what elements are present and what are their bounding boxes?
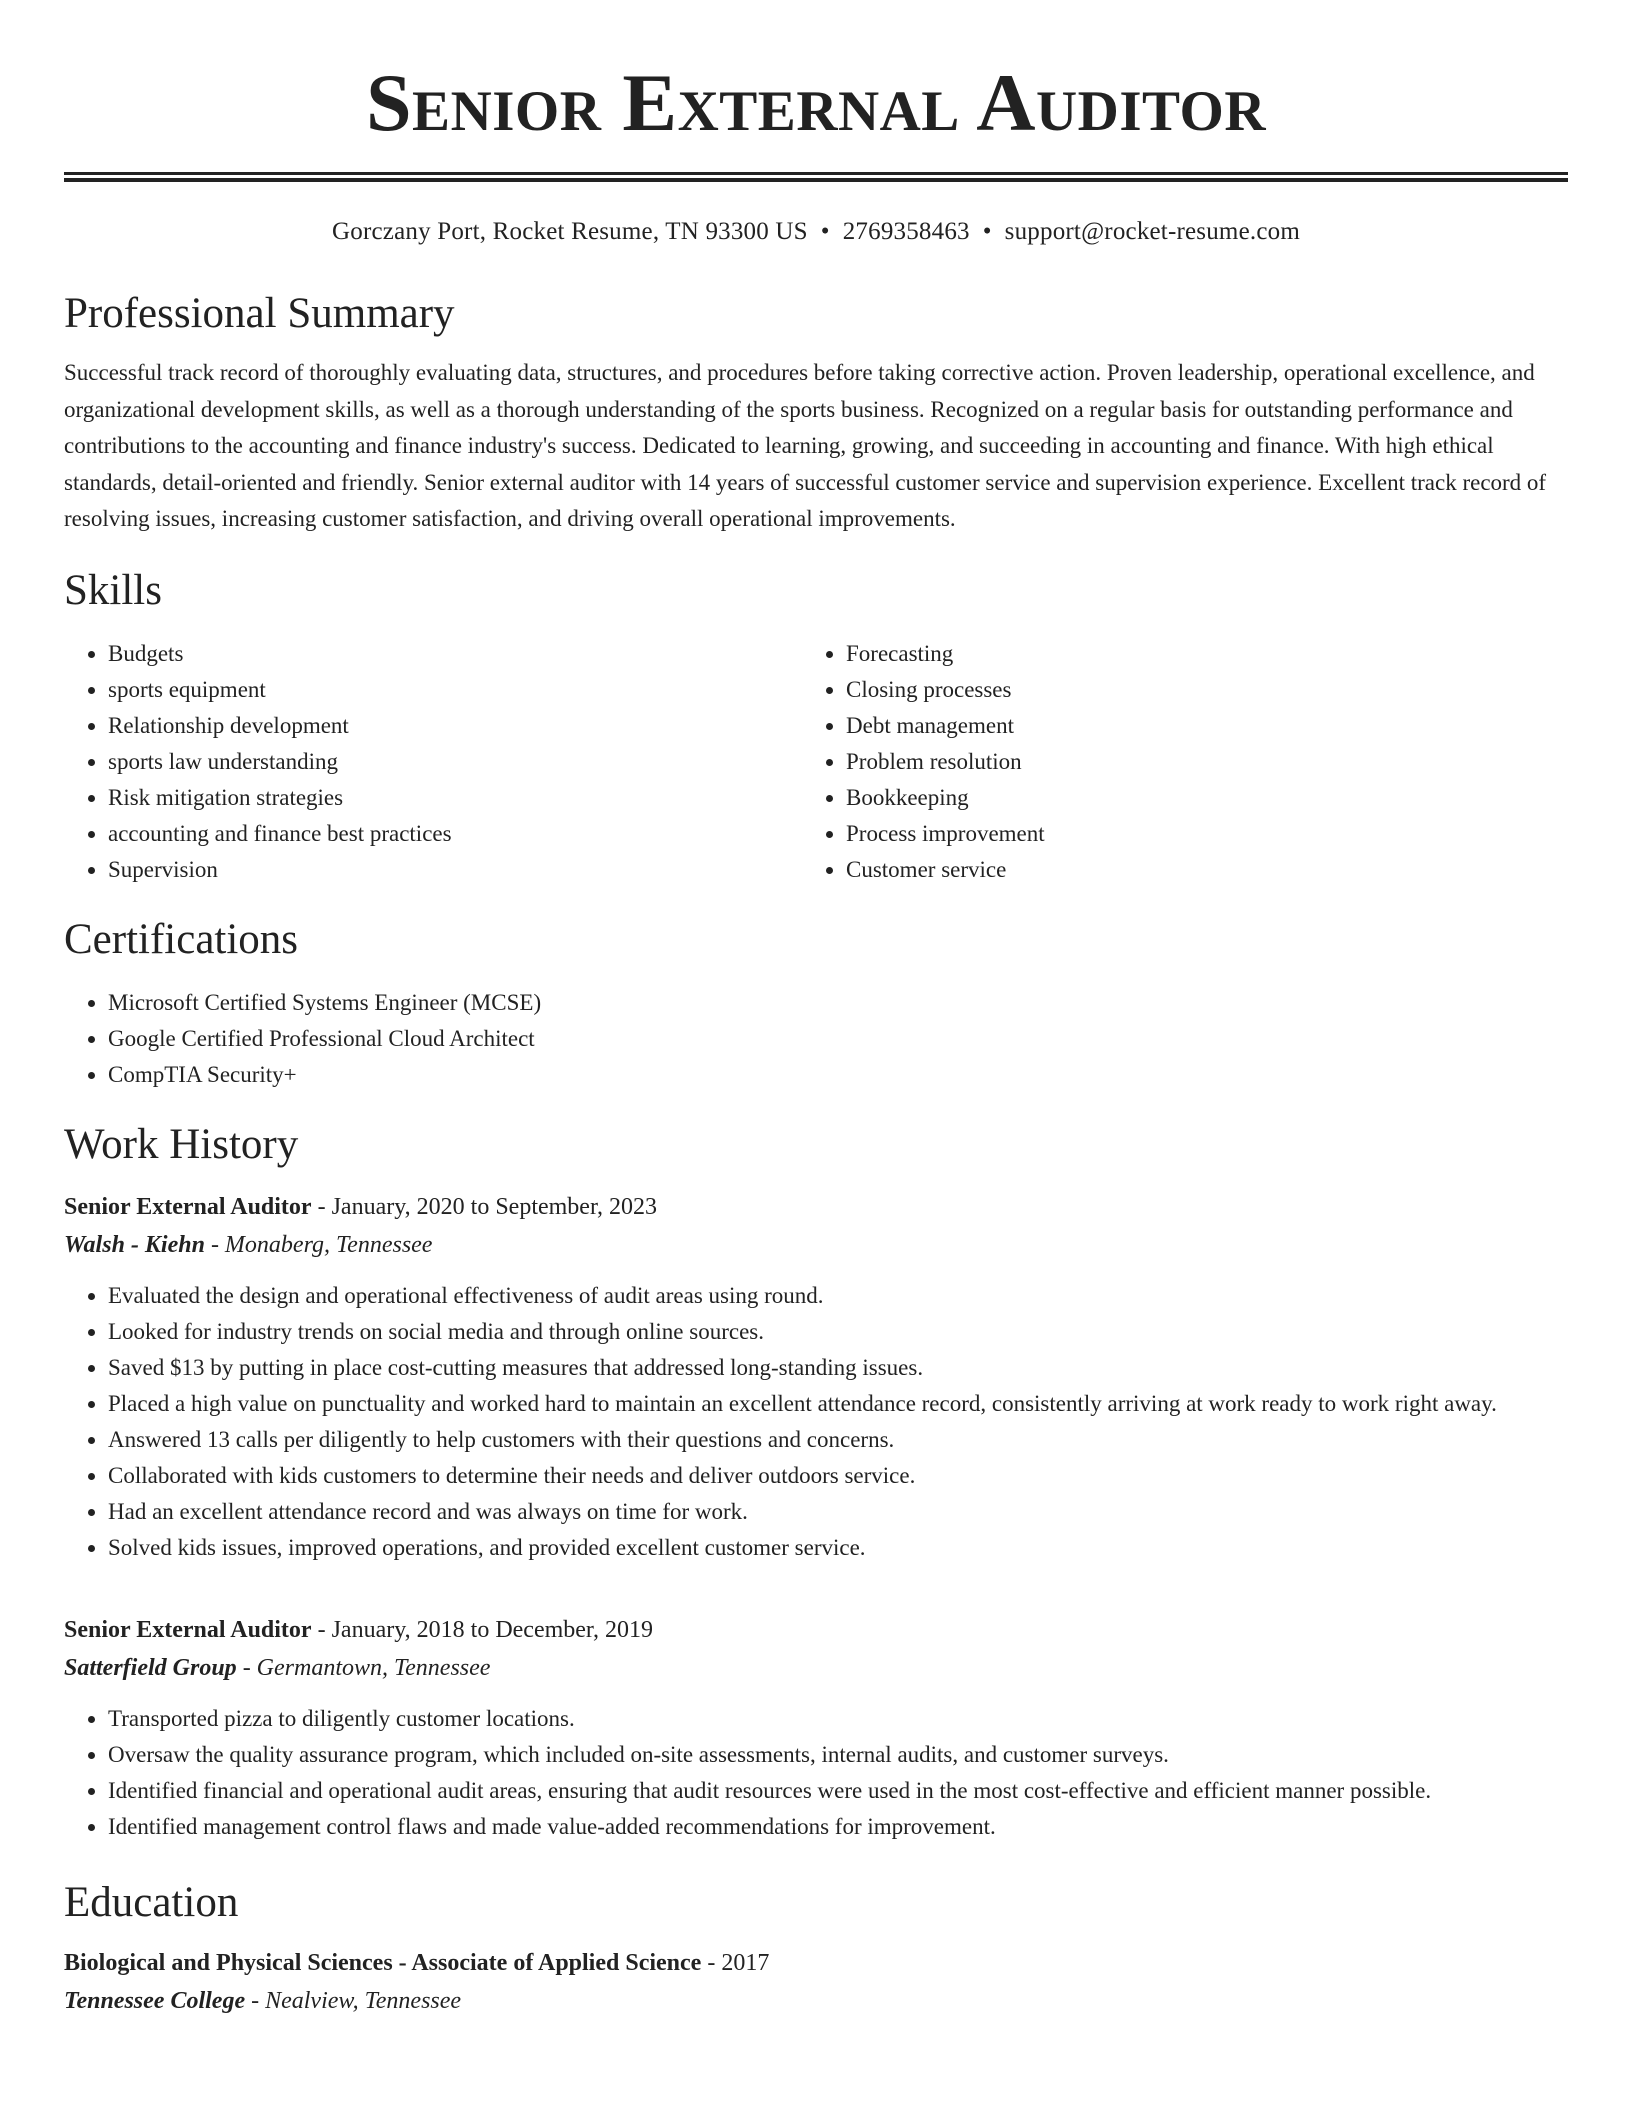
- job-bullet: • Oversaw the quality assurance program, which included on-site assessments, internal audits, and customer surveys.: [108, 1737, 1568, 1773]
- skill-item: • Debt management: [846, 708, 1588, 744]
- job-dates: - January, 2018 to December, 2019: [311, 1616, 653, 1643]
- skill-item: • Customer service: [846, 852, 1588, 888]
- job-bullet: • Identified financial and operational audit areas, ensuring that audit resources were used in the most cost-effective and efficient manner possible.: [108, 1773, 1568, 1809]
- job-bullet: • Looked for industry trends on social media and through online sources.: [108, 1314, 1568, 1350]
- contact-phone: 2769358463: [842, 218, 970, 245]
- certification-item: • Google Certified Professional Cloud Architect: [108, 1021, 1568, 1057]
- work-history-heading: Work History: [64, 1120, 299, 1168]
- header-divider: [64, 172, 1568, 182]
- job-bullet: • Transported pizza to diligently customer locations.: [108, 1701, 1568, 1737]
- job-company: Satterfield Group: [64, 1654, 237, 1681]
- skills-heading: Skills: [64, 566, 162, 614]
- skills-list-left: [64, 636, 806, 888]
- skill-item: • sports law understanding: [108, 744, 806, 780]
- skill-item: • Bookkeeping: [846, 780, 1588, 816]
- skill-item: • sports equipment: [108, 672, 806, 708]
- education-year: - 2017: [701, 1949, 770, 1976]
- skill-item: • Forecasting: [846, 636, 1588, 672]
- education-school-line: [64, 1982, 1568, 2020]
- education-degree: Biological and Physical Sciences - Associate of Applied Science: [64, 1949, 702, 1976]
- job-bullet: • Collaborated with kids customers to determine their needs and deliver outdoors service.: [108, 1458, 1568, 1494]
- job-bullet: • Saved $13 by putting in place cost-cutting measures that addressed long-standing issues.: [108, 1350, 1568, 1386]
- skill-item: • Relationship development: [108, 708, 806, 744]
- certification-item: • CompTIA Security+: [108, 1057, 1568, 1093]
- skill-item: • accounting and finance best practices: [108, 816, 806, 852]
- education-entry: [64, 1944, 1568, 2020]
- skill-item: • Problem resolution: [846, 744, 1588, 780]
- job-bullets: [64, 1278, 1568, 1566]
- job-company-line: [64, 1226, 1568, 1264]
- education-school: Tennessee College: [64, 1987, 246, 2014]
- certifications-list: [64, 985, 1568, 1093]
- skill-item: • Process improvement: [846, 816, 1588, 852]
- job-title: Senior External Auditor: [64, 1616, 312, 1643]
- education-heading: Education: [64, 1878, 239, 1926]
- job-location: - Germantown, Tennessee: [236, 1654, 491, 1681]
- skill-item: • Supervision: [108, 852, 806, 888]
- certification-item: • Microsoft Certified Systems Engineer (MCSE): [108, 985, 1568, 1021]
- job-title-line: [64, 1188, 1568, 1226]
- skills-list-right: [802, 636, 1588, 888]
- job-title: Senior External Auditor: [64, 1193, 312, 1220]
- summary-text: Successful track record of thoroughly evaluating data, structures, and procedures before taking corrective action. Proven leadership, operational excellence, and organizational development skills, as well as a thorough understanding of the sports business. Recognized on a regular basis for outstanding performance and contributions to the accounting and finance industry's success. Dedicated to learning, growing, and succeeding in accounting and finance. With high ethical standards, detail-oriented and friendly. Senior external auditor with 14 years of successful customer service and supervision experience. Excellent track record of resolving issues, increasing customer satisfaction, and driving overall operational improvements.: [64, 360, 1547, 532]
- skill-item: • Budgets: [108, 636, 806, 672]
- job-title-line: [64, 1611, 1568, 1649]
- job-entry: [64, 1188, 1568, 1566]
- contact-separator: •: [982, 218, 992, 245]
- contact-line: [64, 215, 1568, 249]
- job-bullet: • Evaluated the design and operational effectiveness of audit areas using round.: [108, 1278, 1568, 1314]
- contact-email: support@rocket-resume.com: [1004, 218, 1300, 245]
- skills-columns: [64, 636, 1568, 888]
- contact-address: Gorczany Port, Rocket Resume, TN 93300 US: [332, 218, 808, 245]
- education-location: - Nealview, Tennessee: [245, 1987, 462, 2014]
- certifications-heading: Certifications: [64, 915, 299, 963]
- skill-item: • Closing processes: [846, 672, 1588, 708]
- job-dates: - January, 2020 to September, 2023: [311, 1193, 657, 1220]
- job-location: - Monaberg, Tennessee: [204, 1231, 433, 1258]
- resume-page: [64, 0, 1568, 2020]
- skill-item: • Risk mitigation strategies: [108, 780, 806, 816]
- job-bullet: • Solved kids issues, improved operations, and provided excellent customer service.: [108, 1530, 1568, 1566]
- job-company: Walsh - Kiehn: [64, 1231, 205, 1258]
- job-bullet: • Had an excellent attendance record and was always on time for work.: [108, 1494, 1568, 1530]
- job-bullet: • Identified management control flaws and made value-added recommendations for improvement.: [108, 1809, 1568, 1845]
- job-entry: [64, 1611, 1568, 1845]
- job-company-line: [64, 1649, 1568, 1687]
- summary-heading: Professional Summary: [64, 290, 455, 337]
- education-degree-line: [64, 1944, 1568, 1982]
- job-bullets: [64, 1701, 1568, 1845]
- contact-separator: •: [820, 218, 830, 245]
- job-bullet: • Placed a high value on punctuality and worked hard to maintain an excellent attendance record, consistently arriving at work ready to work right away.: [108, 1386, 1568, 1422]
- resume-name: Senior External Auditor: [365, 57, 1267, 148]
- job-bullet: • Answered 13 calls per diligently to help customers with their questions and concerns.: [108, 1422, 1568, 1458]
